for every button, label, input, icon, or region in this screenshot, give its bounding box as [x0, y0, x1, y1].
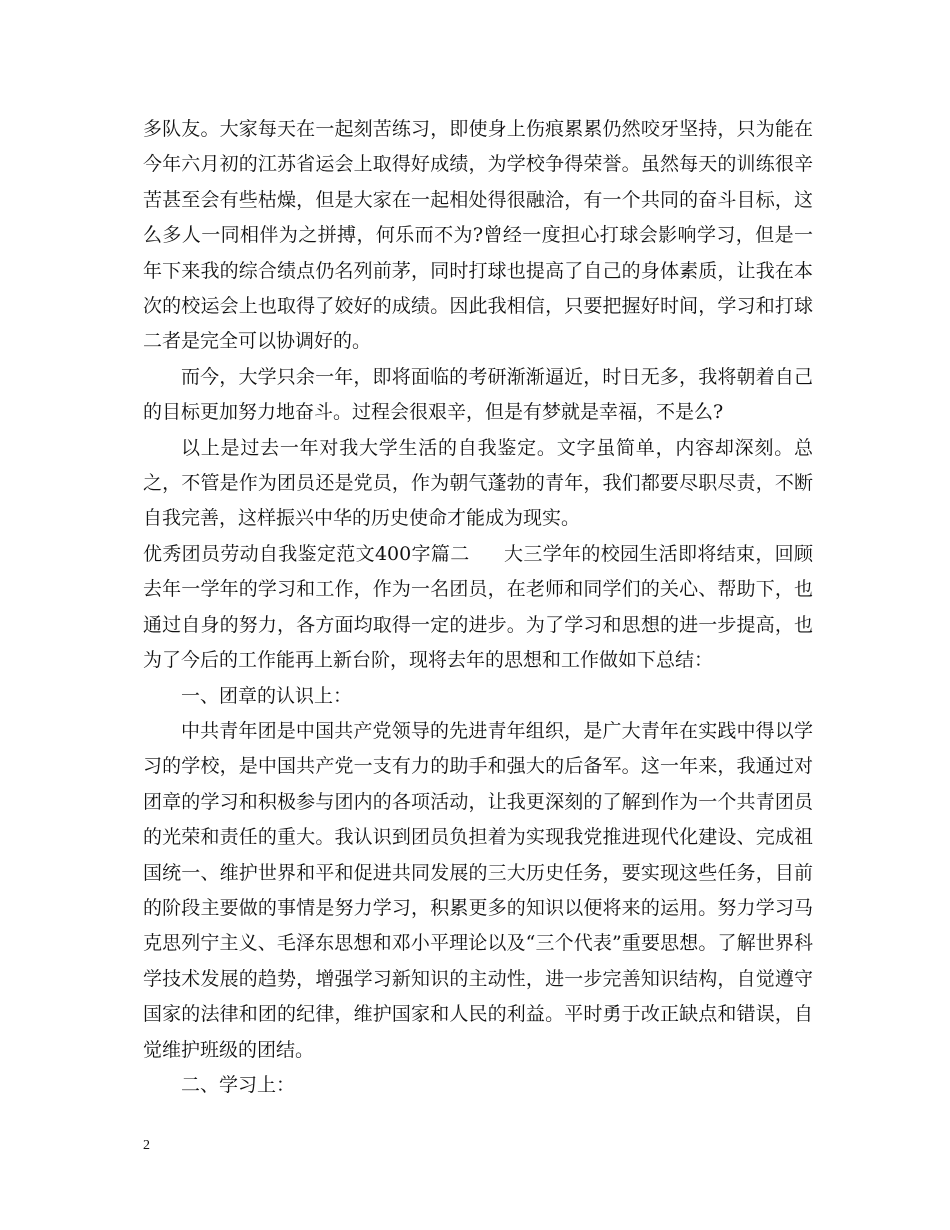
paragraph-continuation: 多队友。大家每天在一起刻苦练习，即使身上伤痕累累仍然咬牙坚持，只为能在今年六月初的江苏省运会上取得好成绩，为学校争得荣誉。虽然每天的训练很辛苦甚至会有些枯燥，但是大家在一起相处得很融洽，有一个共同的奋斗目标，这么多人一同相伴为之拼搏，何乐而不为?曾经一度担心打球会影响学习，但是一年下来我的综合绩点仍名列前茅，同时打球也提高了自己的身体素质，让我在本次的校运会上也取得了姣好的成绩。因此我相信，只要把握好时间，学习和打球二者是完全可以协调好的。	[143, 118, 813, 353]
heading-study: 二、学习上：	[181, 1073, 296, 1096]
section-intro: 大三学年的校园生活即将结束，回顾去年一学年的学习和工作，作为一名团员，在老师和同学们的关心、帮助下，也通过自身的努力，各方面均取得一定的进步。为了学习和思想的进一步提高，也为了今后的工作能再上新台阶，现将去年的思想和工作做如下总结：	[143, 542, 813, 672]
heading-league-constitution: 一、团章的认识上：	[181, 684, 353, 707]
paragraph-league-constitution: 中共青年团是中国共产党领导的先进青年组织，是广大青年在实践中得以学习的学校，是中国共产党一支有力的助手和强大的后备军。这一年来，我通过对团章的学习和积极参与团内的各项活动，让我更深刻的了解到作为一个共青团员的光荣和责任的重大。我认识到团员负担着为实现我党推进现代化建设、完成祖国统一、维护世界和平和促进共同发展的三大历史任务，要实现这些任务，目前的阶段主要做的事情是努力学习，积累更多的知识以便将来的运用。努力学习马克思列宁主义、毛泽东思想和邓小平理论以及“三个代表”重要思想。了解世界科学技术发展的趋势，增强学习新知识的主动性，进一步完善知识结构，自觉遵守国家的法律和团的纪律，维护国家和人民的利益。平时勇于改正缺点和错误，自觉维护班级的团结。	[143, 719, 813, 1061]
section-paragraph	[143, 537, 813, 679]
paragraph-conclusion: 以上是过去一年对我大学生活的自我鉴定。文字虽简单，内容却深刻。总之，不管是作为团员还是党员，作为朝气蓬勃的青年，我们都要尽职尽责，不断自我完善，这样振兴中华的历史使命才能成为现实。	[143, 436, 813, 530]
paragraph-future-goals: 而今，大学只余一年，即将面临的考研渐渐逼近，时日无多，我将朝着自己的目标更加努力地奋斗。过程会很艰辛，但是有梦就是幸福，不是么?	[143, 365, 813, 424]
page-number: 2	[143, 1138, 150, 1153]
document-body	[143, 112, 813, 1103]
section-title: 优秀团员劳动自我鉴定范文400字篇二	[143, 542, 470, 565]
